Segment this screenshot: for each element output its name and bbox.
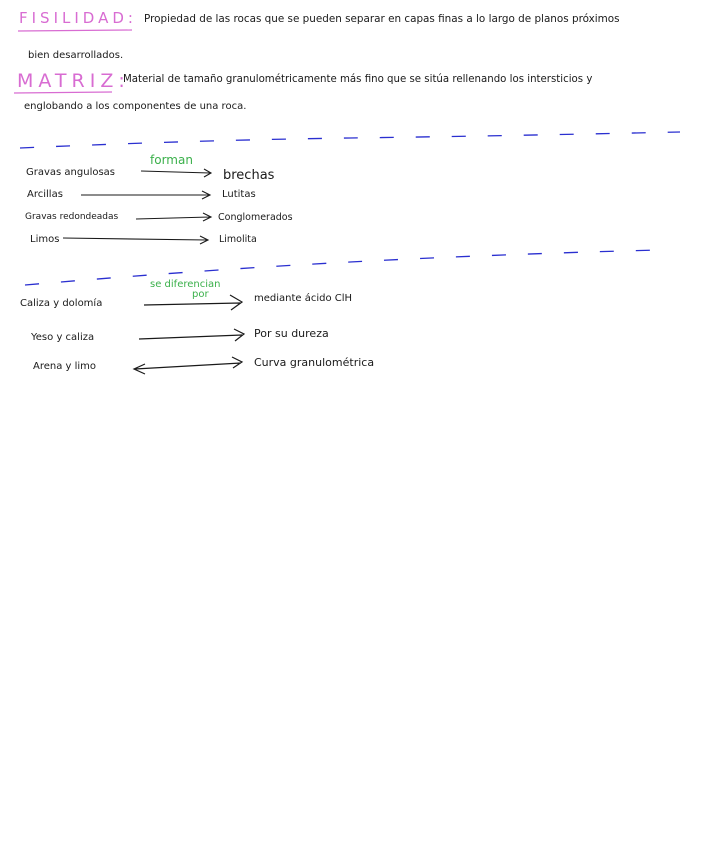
arrow-1 [141, 169, 211, 177]
row1-left: Gravas angulosas [26, 167, 116, 178]
section1-arrows [63, 169, 211, 244]
forman-annotation: forman [150, 153, 193, 167]
matriz-underline [14, 92, 112, 93]
arrow-7 [134, 357, 242, 374]
row6-left: Yeso y caliza [31, 332, 95, 343]
section2-arrows [134, 295, 244, 374]
arrow-4 [63, 236, 208, 244]
arrow-2 [81, 191, 210, 199]
row1-right: brechas [223, 168, 275, 183]
matriz-definition-line1: Material de tamaño granulométricamente más fino que se sitúa rellenando los intersticios y [123, 74, 593, 85]
row7-right: Curva granulométrica [254, 356, 375, 369]
row5-right: mediante ácido ClH [254, 293, 353, 304]
fisilidad-definition-line1: Propiedad de las rocas que se pueden separar en capas finas a lo largo de planos próximos [144, 13, 620, 25]
row7-left: Arena y limo [33, 361, 97, 372]
matriz-definition-line2: englobando a los componentes de una roca. [24, 101, 247, 112]
row4-left: Limos [30, 234, 60, 245]
arrow-5 [144, 295, 242, 310]
row5-left: Caliza y dolomía [20, 298, 103, 309]
divider-1 [20, 132, 680, 148]
por-annotation: por [192, 289, 209, 300]
arrow-6 [139, 329, 244, 341]
divider-2 [25, 250, 660, 285]
row2-left: Arcillas [27, 189, 63, 200]
arrow-3 [136, 213, 211, 221]
se-diferencian-annotation: se diferencian [150, 279, 221, 290]
fisilidad-definition-line2: bien desarrollados. [28, 50, 124, 61]
fisilidad-underline [18, 30, 132, 31]
matriz-term: MATRIZ: [17, 70, 130, 92]
row3-right: Conglomerados [218, 212, 293, 223]
row2-right: Lutitas [222, 189, 256, 200]
row4-right: Limolita [219, 234, 257, 245]
row6-right: Por su dureza [254, 327, 329, 340]
fisilidad-term: FISILIDAD: [19, 9, 137, 27]
row3-left: Gravas redondeadas [25, 212, 119, 222]
